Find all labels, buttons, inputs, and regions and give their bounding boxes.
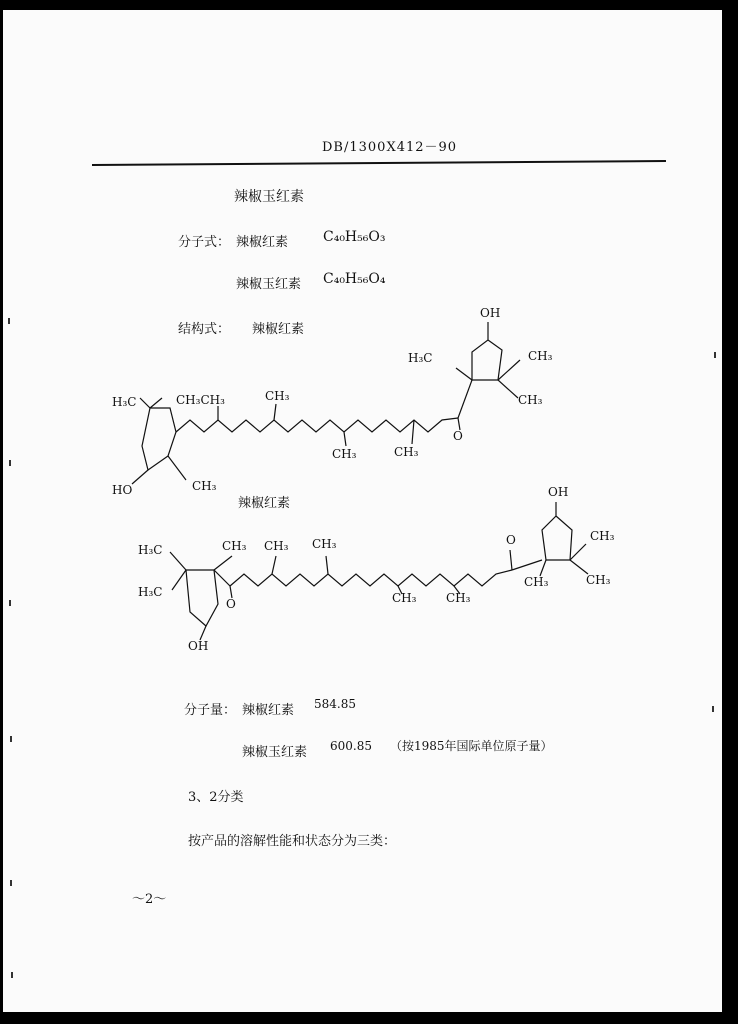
atom-ch3-pair: CH₃CH₃ [176, 393, 225, 407]
atom-o: O [453, 429, 463, 443]
atom-ho: HO [112, 483, 133, 497]
methyl-bond [150, 398, 162, 408]
capsanthin-structure [112, 306, 553, 497]
atom-ch3: CH₃ [590, 529, 615, 543]
capsorubin-name: 辣椒玉红素 [236, 277, 302, 292]
atom-ch3: CH₃ [264, 539, 289, 553]
molecular-weight-label: 分子量： [184, 703, 237, 718]
methyl-bond [140, 398, 150, 408]
carbonyl-link-bond [214, 570, 230, 586]
atom-ch3: CH₃ [446, 591, 471, 605]
carbonyl-link-bond [458, 380, 472, 418]
polyene-chain [176, 418, 458, 432]
capsanthin-formula: C₄₀H₅₆O₃ [323, 229, 386, 245]
atom-ch3: CH₃ [518, 393, 543, 407]
methyl-bond [498, 380, 518, 398]
carbonyl-bond [510, 550, 512, 570]
structure-capsanthin-name: 辣椒红素 [252, 322, 305, 337]
atom-ch3: CH₃ [524, 575, 549, 589]
mw-capsanthin-name: 辣椒红素 [242, 703, 295, 718]
scan-speck [8, 318, 10, 324]
scan-speck [712, 706, 714, 712]
atom-ch3: CH₃ [586, 573, 611, 587]
methyl-bond [540, 560, 546, 576]
methyl-bond [344, 432, 346, 446]
atom-ch3: CH₃ [312, 537, 337, 551]
atom-oh: OH [480, 306, 501, 320]
capsanthin-name: 辣椒红素 [236, 235, 289, 250]
scan-speck [10, 736, 12, 742]
methyl-bond [168, 456, 186, 480]
atom-o: O [226, 597, 236, 611]
structure-label: 结构式： [178, 322, 231, 337]
methyl-bond [326, 556, 328, 574]
atom-h3c: H₃C [408, 351, 433, 365]
scan-speck [9, 600, 11, 606]
mw-capsanthin-value: 584.85 [314, 697, 356, 711]
atom-ch3: CH₃ [192, 479, 217, 493]
classification-text: 按产品的溶解性能和状态分为三类： [188, 834, 397, 849]
capsorubin-formula: C₄₀H₅₆O₄ [323, 271, 386, 287]
atom-ch3: CH₃ [332, 447, 357, 461]
atom-h3c: H₃C [112, 395, 137, 409]
atom-ch3: CH₃ [222, 539, 247, 553]
methyl-bond [170, 552, 186, 570]
structure-capsorubin-name: 辣椒红素 [238, 496, 291, 511]
scan-speck [714, 352, 716, 358]
atom-h3c: H₃C [138, 585, 163, 599]
section-compound-title: 辣椒玉红素 [234, 189, 304, 205]
methyl-bond [272, 556, 276, 574]
methyl-bond [274, 404, 276, 420]
atom-oh: OH [188, 639, 209, 653]
atom-ch3: CH₃ [392, 591, 417, 605]
atom-h3c: H₃C [138, 543, 163, 557]
atom-ch3: CH₃ [528, 349, 553, 363]
capsorubin-structure [138, 485, 615, 653]
methyl-bond [172, 570, 186, 590]
cyclopentane-ring [472, 322, 502, 380]
mw-capsorubin-value: 600.85 [330, 739, 372, 753]
scan-speck [11, 972, 13, 978]
document-code: DB/1300X412－90 [322, 140, 458, 155]
atom-oh: OH [548, 485, 569, 499]
left-ring [186, 570, 218, 626]
page-number: ～2～ [132, 892, 167, 907]
methyl-bond [214, 556, 232, 570]
atom-ch3: CH₃ [265, 389, 290, 403]
section-heading: 3、2分类 [188, 790, 244, 805]
methyl-bond [570, 544, 586, 560]
formula-label: 分子式： [178, 235, 231, 250]
atom-o: O [506, 533, 516, 547]
methyl-bond [570, 560, 588, 574]
scan-speck [9, 460, 11, 466]
hydroxyl-bond [200, 626, 206, 640]
methyl-bond [456, 368, 472, 380]
right-ring [542, 502, 572, 560]
atom-ch3: CH₃ [394, 445, 419, 459]
methyl-bond [498, 360, 520, 380]
scan-speck [10, 880, 12, 886]
carbonyl-link-bond [512, 560, 542, 570]
mw-note: （按1985年国际单位原子量） [390, 739, 553, 753]
hydroxyl-bond [132, 470, 148, 484]
mw-capsorubin-name: 辣椒玉红素 [242, 745, 308, 760]
methyl-bond [412, 420, 414, 444]
